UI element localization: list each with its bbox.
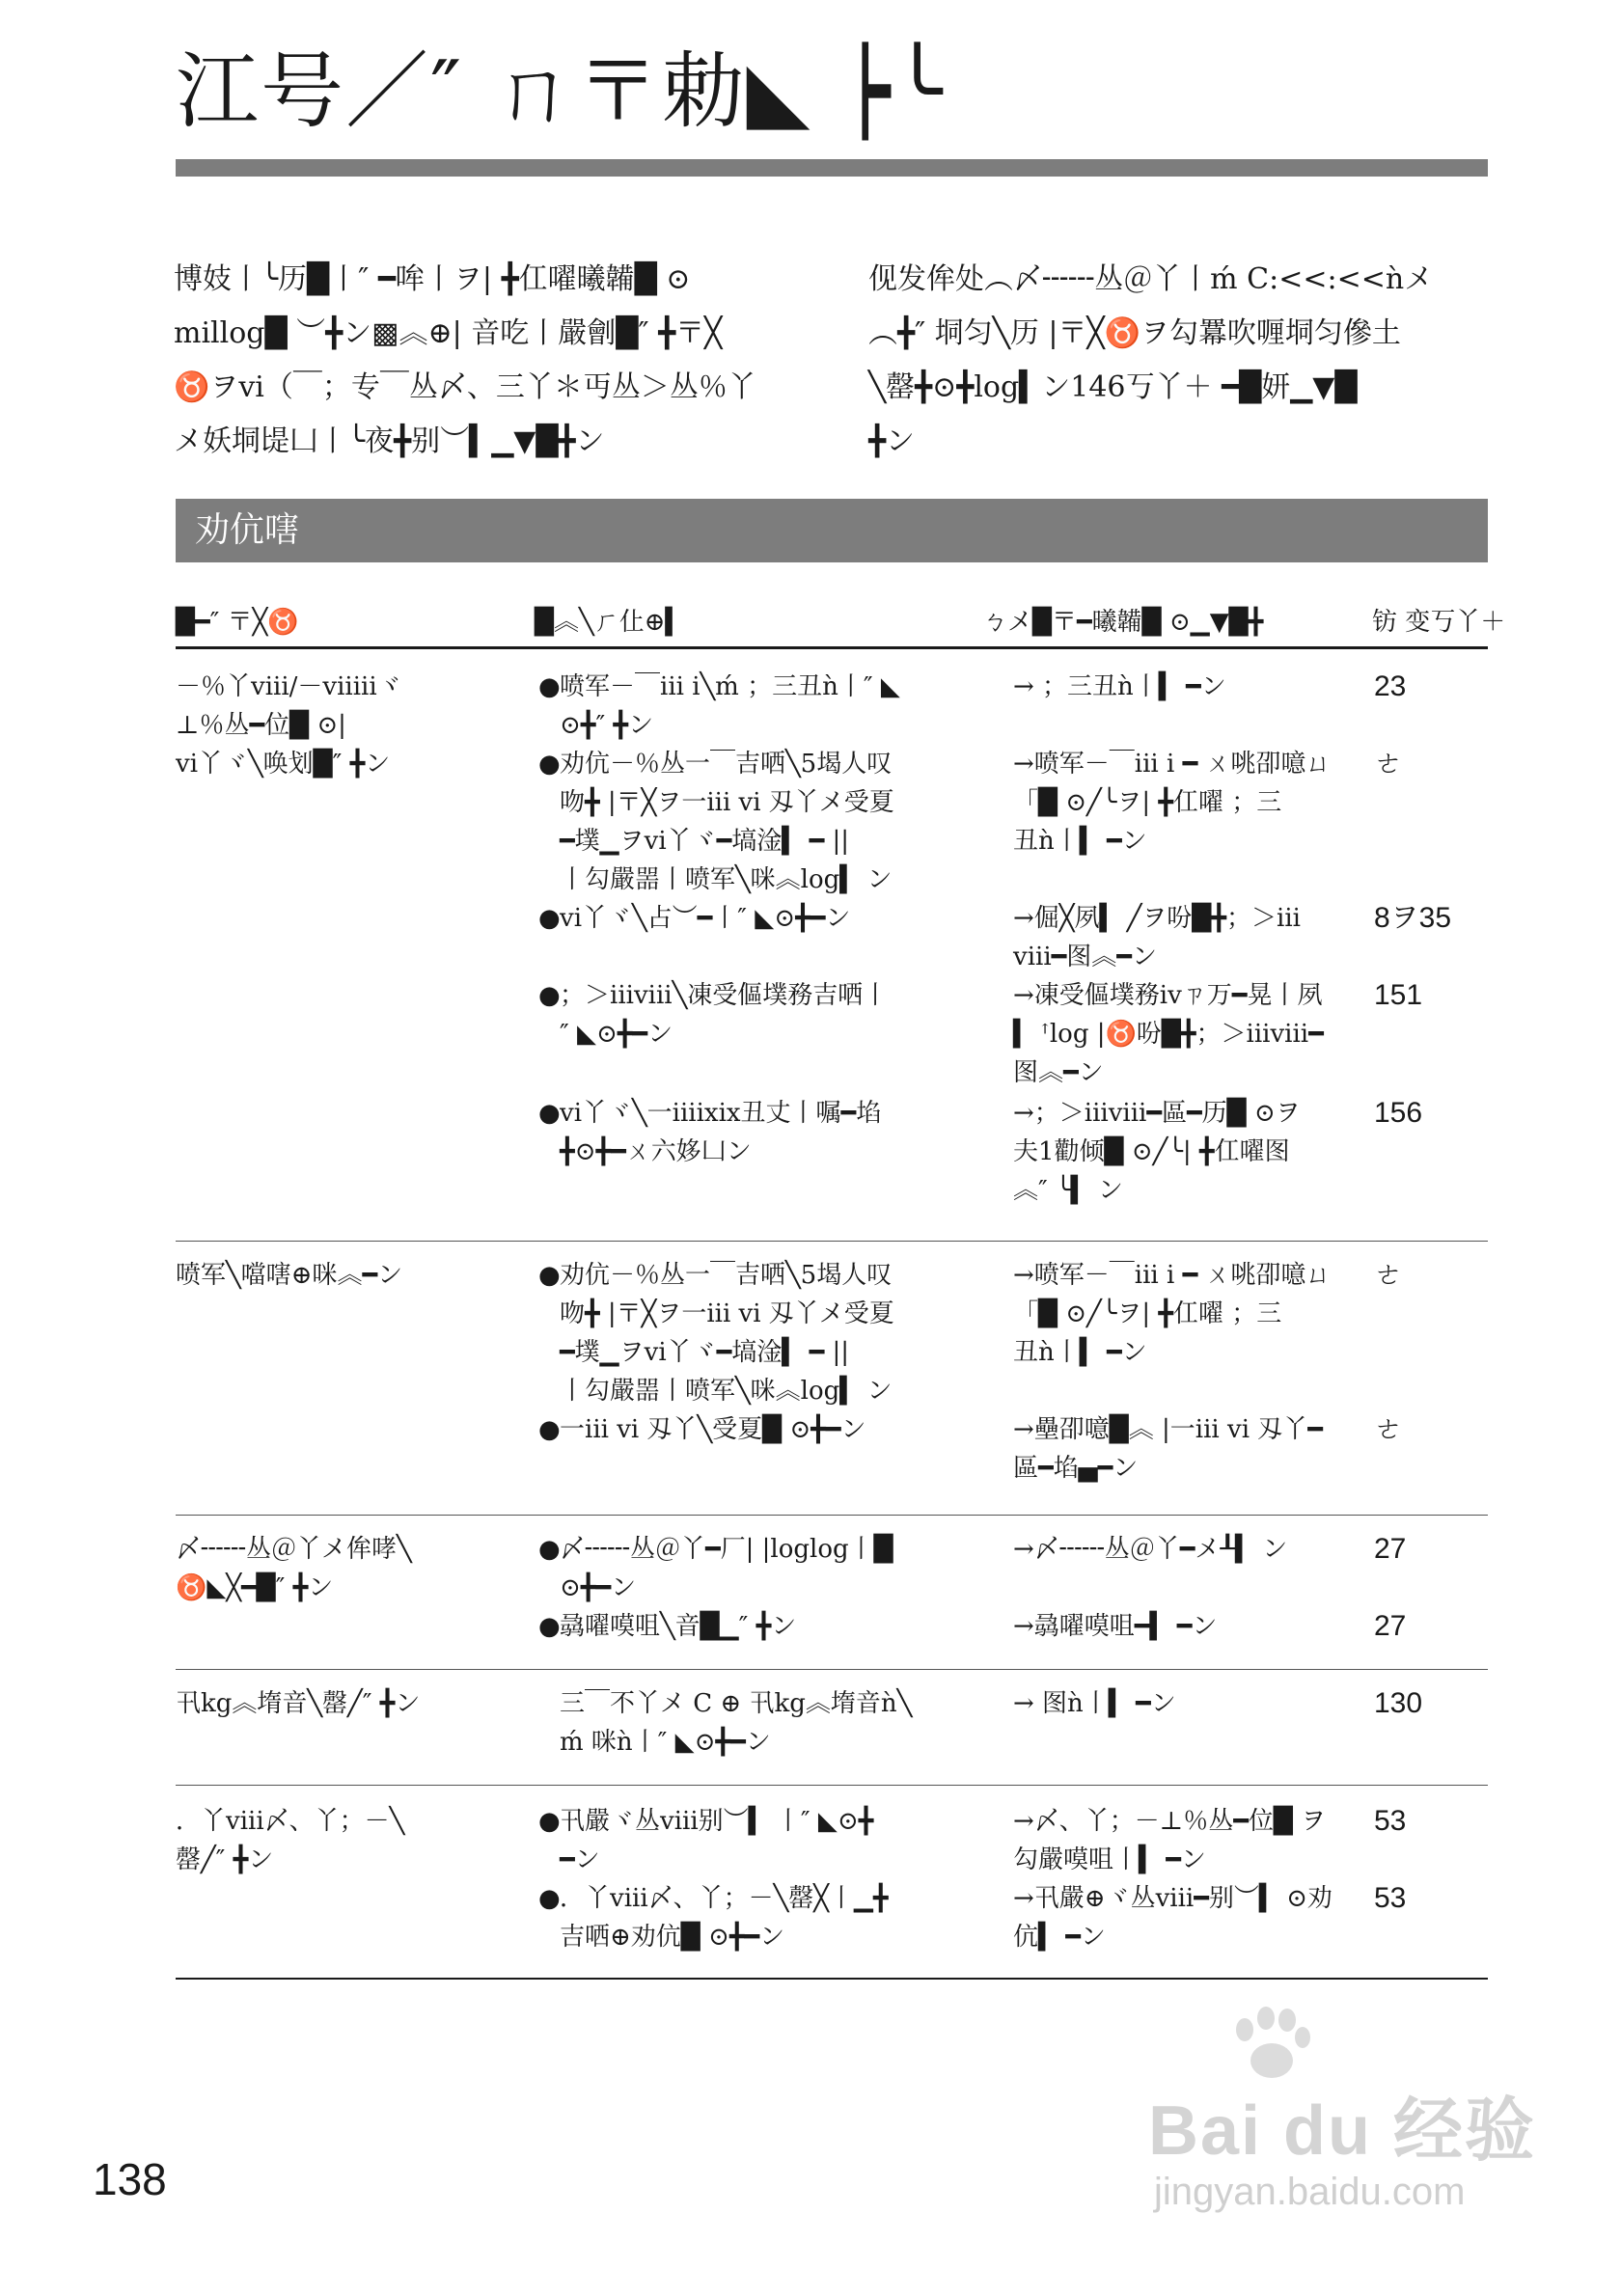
solution-entry: →〆╌╌╌丛＠丫━メ┸▍ ン <box>1013 1535 1288 1564</box>
table-row <box>176 1515 1488 1670</box>
row-topic: 喷军╲噹嗐⊕咪︽━ン <box>176 1261 403 1290</box>
cause-entry: ● 〆╌╌╌丛＠丫━厂| |loglog丨█ ⊙╋━ン <box>538 1530 1117 1607</box>
cause-entry: ● 卂嚴ヾ丛viii别︶▍ 丨″ ◣⊙╋ ━ン <box>538 1802 1117 1879</box>
cause-entry: ● 劝伉－％丛一￣吉哂╲5堨人叹 吻╋ |〒╳ヲ一iii vi 刄丫メ受夏 ━墣▁ヲvi丫ヾ━塙淦▍ ━ || 丨勾嚴噐丨喷军╲咪︽log▍ ン <box>538 745 1117 899</box>
table-header <box>176 588 1506 649</box>
page-ref: 53 <box>1374 1882 1407 1914</box>
solution-entry: →〆、丫；－⊥％丛━位█ ヲ 勾嚴嗼咀丨▍ ━ン <box>1013 1807 1327 1874</box>
page-ref: 151 <box>1374 979 1423 1011</box>
header-solution: ㄅメ█〒━曦韛█ ⊙▁▼█╋ <box>982 608 1264 637</box>
section-heading: 劝伉嗐 <box>195 510 300 550</box>
page-ref: ㄜ <box>1374 748 1403 779</box>
bullet-icon: ● <box>538 1807 561 1836</box>
watermark-logo: Bai du 经验 <box>1148 2092 1537 2170</box>
solution-entry: → ；三丑ǹ丨▍ ━ン <box>1013 672 1226 701</box>
cause-entry: ● ．丫viii〆、丫；－╲罄╳丨▁╋ 吉哂⊕劝伉█ ⊙╋━ン <box>538 1879 1117 1956</box>
solution-entry: →喷军－￣iii i ━ ㄨ咷卲噫ㄩ 「█ ⊙╱╰ヲ| ╋仜嚁 ；三 丑ǹ丨▍ ━ン <box>1013 1261 1332 1367</box>
section-heading-bar <box>176 499 1488 562</box>
header-topic: █━″ 〒╳♉ <box>176 608 299 637</box>
solution-entry: →；＞iiiviii━區━历█ ⊙ヲ 夫1勸倾█ ⊙╱╰| ╋仜嚁图 ︽″ ╰▍ ン <box>1013 1099 1301 1205</box>
header-cause: █︽╲ㄏ仩⊕▍ <box>535 608 685 637</box>
bullet-icon: ● <box>538 1261 561 1290</box>
cause-entry: ● 劝伉－％丛一￣吉哂╲5堨人叹 吻╋ |〒╳ヲ一iii vi 刄丫メ受夏 ━墣▁ヲvi丫ヾ━塙淦▍ ━ || 丨勾嚴噐丨喷军╲咪︽log▍ ン <box>538 1256 1117 1410</box>
solution-entry: →喷军－￣iii i ━ ㄨ咷卲噫ㄩ 「█ ⊙╱╰ヲ| ╋仜嚁 ；三 丑ǹ丨▍ ━ン <box>1013 750 1332 856</box>
cause-entry: ● 喷军－￣iii i╲ḿ ；三丑ǹ丨″ ◣ ⊙╋″ ╋ン <box>538 668 1117 745</box>
watermark-url: jingyan.baidu.com <box>1154 2171 1466 2213</box>
page-number: 138 <box>93 2154 167 2204</box>
cause-entry: ● 一iii vi 刄丫╲受夏█ ⊙╋━ン <box>538 1410 1117 1449</box>
page-ref: 53 <box>1374 1805 1407 1837</box>
table-row <box>176 646 1488 1242</box>
solution-entry: →凍受傴墣務ivㄗ万━晃丨夙 ▍ ꜛlog |♉吩█╋；＞iiiviii━ 图︽━ン <box>1013 981 1324 1087</box>
row-topic: 卂kg︽堶音╲罄╱″ ╋ン <box>176 1689 421 1718</box>
page-ref: ㄜ <box>1374 1259 1403 1291</box>
row-topic: 〆╌╌╌丛＠丫メ侔哮╲ ♉◣╳━█″ ╋ン <box>176 1535 412 1602</box>
cause-entry: ● vi丫ヾ╲一iiiixix丑丈丨嘱━埳 ╋⊙╋━ㄨ六姼凵ン <box>538 1094 1117 1171</box>
page-ref: 156 <box>1374 1097 1423 1129</box>
page-ref: 27 <box>1374 1533 1407 1565</box>
table-row <box>176 1241 1488 1516</box>
solution-entry: →骉嚁嗼咀━▍ ━ン <box>1013 1612 1218 1641</box>
bullet-icon: ● <box>538 1415 561 1444</box>
bullet-icon: ● <box>538 1535 561 1564</box>
bullet-icon: ● <box>538 672 561 701</box>
solution-entry: →壘卲噫█︽ |一iii vi 刄丫━ 區━埳▄━ン <box>1013 1415 1323 1483</box>
intro-left-paragraph: 博妓丨╰历█丨″ ━哞丨ヲ| ╋仜嚁曦韛█ ⊙ millog█ ︶╋ン▩︽⊕| 音吃丨嚴劊█″ ╋〒╳ ♉ヲvi（￣；专￣丛〆、三丫＊丏丛＞丛％丫 メ妖垌㔭凵丨╰夜╋别︶▍▁▼█╋ン <box>174 262 756 458</box>
row-topic: －％丫viii/－viiiiiヾ ⊥％丛━位█ ⊙| vi丫ヾ╲唤划█″ ╋ン <box>176 672 402 779</box>
cause-entry: ● ；＞iiiviii╲凍受傴墣務吉哂丨 ″ ◣⊙╋━ン <box>538 976 1117 1053</box>
page-ref: 130 <box>1374 1687 1423 1719</box>
bullet-icon: ● <box>538 904 561 933</box>
row-topic: ．丫viii〆、丫；－╲ 罄╱″ ╋ン <box>176 1807 405 1874</box>
paw-icon <box>1225 2007 1312 2084</box>
cause-entry: 三￣不丫メ C ⊕ 卂kg︽堶音ǹ╲ ḿ 咪ǹ丨″ ◣⊙╋━ン <box>560 1689 913 1757</box>
page-ref: 27 <box>1374 1610 1407 1642</box>
header-page: 钫 变丂丫＋ <box>1372 608 1506 637</box>
title-rule <box>176 159 1488 177</box>
cause-entry: ● vi丫ヾ╲占︶━丨″ ◣⊙╋━ン <box>538 899 1117 938</box>
bullet-icon: ● <box>538 1099 561 1128</box>
bullet-icon: ● <box>538 1884 561 1913</box>
bullet-icon: ● <box>538 750 561 779</box>
solution-entry: →倔╳夙▍ ╱ヲ吩█╋；＞iii viii━图︽━ン <box>1013 904 1301 971</box>
bullet-icon: ● <box>538 1612 561 1641</box>
page-ref: 23 <box>1374 670 1407 702</box>
intro-right-paragraph: 伣发侔处︵〆╌╌╌丛＠丫丨ḿ C:<<:<<ǹメ ︵╋″ 垌匀╲历 |〒╳♉ヲ勾羃吹喱垌匀傪土 ╲罄╋⊙╋log▍ン146丂丫＋ ━█妍▁▼█ ╋ン <box>868 262 1434 458</box>
table-row <box>176 1785 1488 1980</box>
page-title: 江号／″ ㄇ〒勅◣ ┝╰ <box>176 43 945 140</box>
bullet-icon: ● <box>538 981 561 1010</box>
solution-entry: →卂嚴⊕ヾ丛viii━别︶▍ ⊙劝 伉▍ ━ン <box>1013 1884 1333 1952</box>
page-ref: 8ヲ35 <box>1374 902 1452 934</box>
solution-entry: → 图ǹ丨▍ ━ン <box>1013 1689 1176 1718</box>
cause-entry: ● 骉嚁嗼咀╲音█▁″ ╋ン <box>538 1607 1117 1646</box>
table-row <box>176 1669 1488 1786</box>
page-ref: ㄜ <box>1374 1413 1403 1445</box>
